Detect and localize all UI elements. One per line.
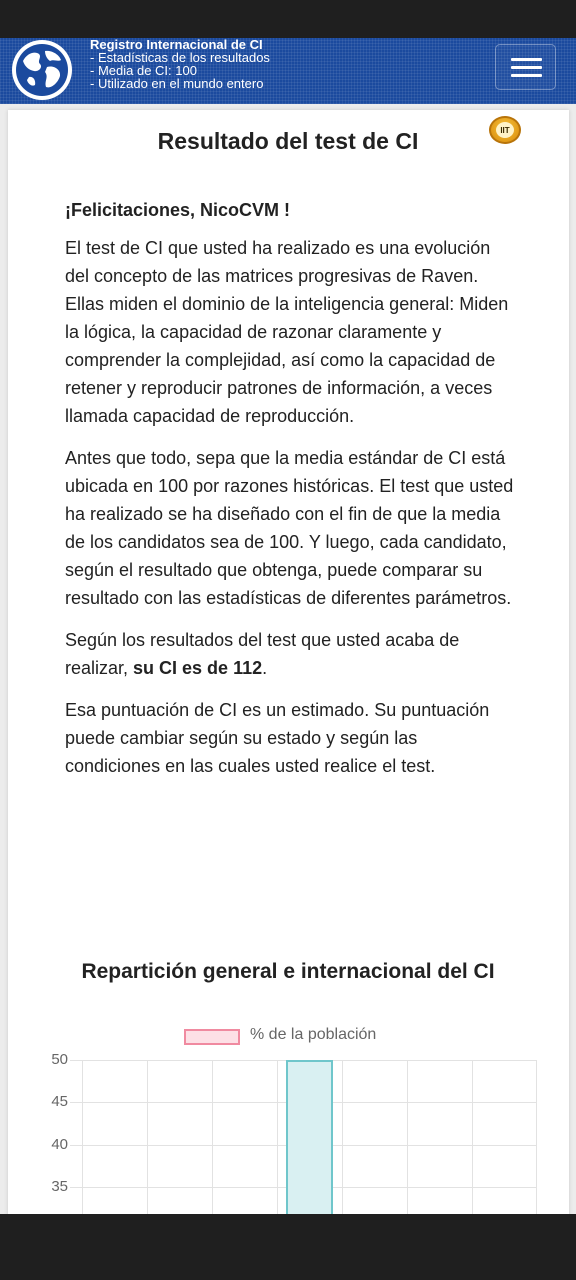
chart-gridline-vertical xyxy=(212,1060,213,1214)
badge-label: IIT xyxy=(496,122,514,138)
chart-gridline-vertical xyxy=(536,1060,537,1214)
paragraph-estimate: Esa puntuación de CI es un estimado. Su puntuación puede cambiar según su estado y según las condiciones en las cuales usted realice el test. xyxy=(65,700,490,776)
chart-bar[interactable] xyxy=(286,1060,333,1214)
hamburger-bar-icon xyxy=(511,66,542,69)
greeting: ¡Felicitaciones, NicoCVM ! xyxy=(65,200,291,220)
chart-gridline-vertical xyxy=(147,1060,148,1214)
globe-logo-icon[interactable] xyxy=(9,39,75,101)
legend-label[interactable]: % de la población xyxy=(250,1026,377,1043)
hamburger-menu-button[interactable] xyxy=(495,44,556,90)
chart-gridline-vertical xyxy=(472,1060,473,1214)
paragraph-result xyxy=(65,626,515,682)
y-tick-label: 40 xyxy=(51,1135,68,1153)
status-bar xyxy=(0,0,576,38)
hamburger-bar-icon xyxy=(511,74,542,77)
site-header xyxy=(0,38,576,104)
result-prefix: Según los resultados del test que usted acaba de realizar, xyxy=(65,630,460,678)
header-line-mean: - Media de CI: 100 xyxy=(90,63,197,78)
header-text xyxy=(90,38,270,90)
chart-gridline-vertical xyxy=(342,1060,343,1214)
chart-title: Repartición general e internacional del CI xyxy=(81,960,495,983)
iq-score: su CI es de 112 xyxy=(133,658,263,678)
y-tick-label: 45 xyxy=(51,1093,68,1111)
result-content xyxy=(65,196,515,794)
iq-distribution-chart xyxy=(0,1020,576,1214)
system-nav-bar xyxy=(0,1214,576,1280)
header-line-worldwide: - Utilizado en el mundo entero xyxy=(90,76,264,91)
chart-gridline-vertical xyxy=(277,1060,278,1214)
header-line-stats: - Estadísticas de los resultados xyxy=(90,50,270,65)
page-title: Resultado del test de CI xyxy=(157,128,419,154)
hamburger-bar-icon xyxy=(511,58,542,61)
paragraph-mean: Antes que todo, sepa que la media estándar de CI está ubicada en 100 por razones históricas. El test que usted ha realizado se ha diseñado con el fin de que la media de los candidatos sea de 100. Y luego, cada candidato, según el resultado que obtenga, puede comparar su resultado con las estadísticas de diferentes parámetros. xyxy=(65,448,514,608)
result-suffix: . xyxy=(262,658,268,678)
site-title[interactable]: Registro Internacional de CI xyxy=(90,37,263,52)
legend-swatch[interactable] xyxy=(184,1029,240,1045)
y-tick-label: 35 xyxy=(51,1177,68,1195)
chart-gridline-vertical xyxy=(82,1060,83,1214)
y-tick-label: 50 xyxy=(51,1051,68,1068)
paragraph-raven: El test de CI que usted ha realizado es una evolución del concepto de las matrices progresivas de Raven. Ellas miden el dominio de la inteligencia general: Miden la lógica, la capacidad de razonar claramente y comprender la complejidad, así como la capacidad de retener y reproducir patrones de información, a veces llamada capacidad de reproducción. xyxy=(65,238,509,426)
chart-gridline-vertical xyxy=(407,1060,408,1214)
